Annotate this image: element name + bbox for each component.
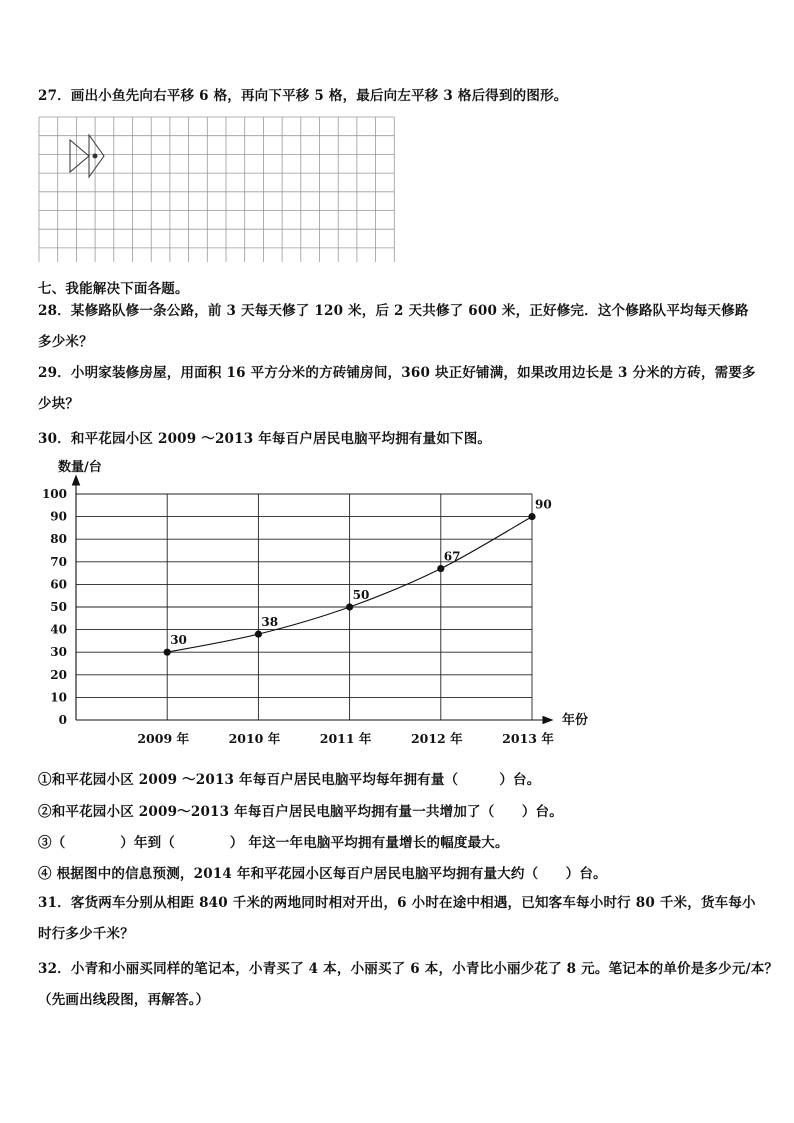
- y-tick-label: 90: [50, 509, 67, 524]
- y-tick-label: 10: [50, 690, 67, 705]
- data-labels: [170, 498, 552, 648]
- question-30-part-2: ②和平花园小区 2009～2013 年每百户居民电脑平均拥有量一共增加了（ ）台。: [38, 804, 563, 820]
- chart-grid: [76, 494, 532, 720]
- data-point: [346, 603, 353, 610]
- fish-shape: [70, 135, 104, 177]
- x-tick-labels: [137, 731, 554, 746]
- translation-grid: [38, 116, 397, 266]
- question-30-part-1: ①和平花园小区 2009 ～2013 年每百户居民电脑平均每年拥有量（ ）台。: [38, 772, 541, 788]
- y-tick-labels: [42, 487, 67, 727]
- data-point: [255, 631, 262, 638]
- y-tick-label: 30: [50, 645, 67, 660]
- y-tick-label: 20: [50, 667, 67, 682]
- question-28: 28．某修路队修一条公路，前 3 天每天修了 120 米，后 2 天共修了 600 米，正好修完．这个修路队平均每天修路多少米？: [38, 303, 749, 350]
- y-tick-label: 0: [58, 713, 67, 727]
- data-label: 67: [443, 549, 461, 564]
- fish-tail: [70, 140, 89, 172]
- data-label: 50: [352, 588, 370, 602]
- data-point: [437, 565, 444, 572]
- data-point: [164, 649, 171, 656]
- chart-axes: [73, 476, 553, 724]
- x-tick-label: 2010 年: [228, 731, 281, 746]
- y-tick-label: 100: [41, 487, 67, 501]
- section-7-heading: 七、我能解决下面各题。: [38, 281, 189, 297]
- question-30: 30．和平花园小区 2009 ～2013 年每百户居民电脑平均拥有量如下图。: [38, 431, 492, 447]
- y-tick-label: 70: [50, 554, 67, 569]
- y-tick-label: 60: [50, 577, 67, 592]
- question-32-note: （先画出线段图，再解答。）: [38, 992, 210, 1008]
- question-30-part-3: ③（ ）年到（ ） 年这一年电脑平均拥有量增长的幅度最大。: [38, 835, 509, 851]
- data-label: 38: [261, 615, 279, 630]
- question-29: 29．小明家装修房屋，用面积 16 平方分米的方砖铺房间，360 块正好铺满，如果改用边长是 3 分米的方砖，需要多少块？: [38, 365, 756, 412]
- x-tick-label: 2011 年: [319, 731, 372, 746]
- grid-lines: [39, 117, 394, 262]
- question-30-part-4: ④ 根据图中的信息预测，2014 年和平花园小区每百户居民电脑平均拥有量大约（ ）台。: [38, 866, 607, 882]
- y-axis-arrow: [73, 476, 80, 485]
- data-point: [528, 513, 535, 520]
- question-27: 27．画出小鱼先向右平移 6 格，再向下平移 5 格，最后向左平移 3 格后得到的图形。: [38, 88, 568, 104]
- question-32: 32．小青和小丽买同样的笔记本，小青买了 4 本，小丽买了 6 本，小青比小丽少花了 8 元。笔记本的单价是多少元/本？: [38, 961, 779, 977]
- x-axis-arrow: [543, 717, 552, 724]
- y-axis-label: 数量/台: [58, 460, 102, 475]
- x-tick-label: 2009 年: [137, 731, 190, 746]
- x-axis-label: 年份: [562, 713, 589, 728]
- data-label: 90: [535, 497, 552, 512]
- y-tick-label: 80: [50, 532, 67, 547]
- y-tick-label: 40: [50, 622, 67, 637]
- data-label: 30: [170, 633, 187, 648]
- fish-eye: [93, 154, 97, 158]
- question-31: 31．客货两车分别从相距 840 千米的两地同时相对开出，6 小时在途中相遇，已知客车每小时行 80 千米，货车每小时行多少千米？: [38, 895, 756, 942]
- computer-ownership-chart: [30, 452, 590, 756]
- x-tick-label: 2012 年: [410, 731, 463, 746]
- x-tick-label: 2013 年: [502, 731, 554, 746]
- y-tick-label: 50: [50, 600, 67, 614]
